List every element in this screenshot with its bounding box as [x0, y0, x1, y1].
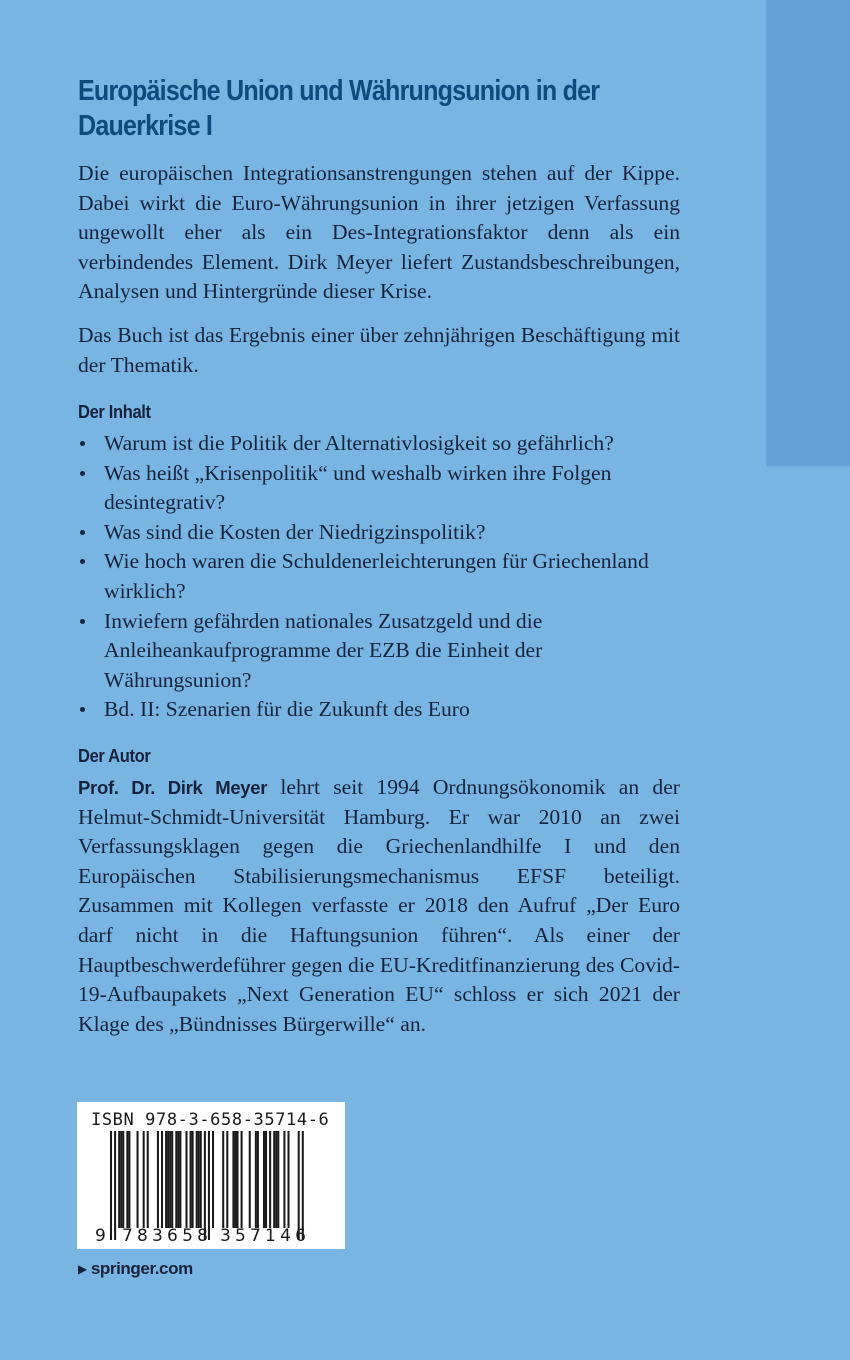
contents-item [78, 429, 688, 459]
spine-color-band [766, 0, 850, 467]
bullet-icon [80, 559, 85, 564]
barcode-bars-icon [77, 1102, 345, 1249]
isbn-barcode [77, 1102, 345, 1249]
contents-item-text: Was sind die Kosten der Niedrigzinspolitik? [104, 519, 486, 544]
author-bio [78, 773, 680, 1039]
ean-right-group: 357146 [220, 1226, 311, 1246]
bullet-icon [80, 619, 85, 624]
ean-left-group: 783658 [122, 1226, 213, 1246]
contents-item-text: Bd. II: Szenarien für die Zukunft des Euro [104, 697, 470, 722]
bullet-icon [80, 530, 85, 535]
author-heading: Der Autor [78, 746, 151, 766]
bullet-icon [80, 471, 85, 476]
book-title-line-1: Europäische Union und Währungsunion in der [78, 75, 600, 107]
book-title [78, 74, 641, 144]
author-name: Prof. Dr. Dirk Meyer [78, 777, 268, 798]
bullet-icon [80, 707, 85, 712]
bullet-icon [80, 441, 85, 446]
contents-item [78, 459, 688, 518]
contents-item [78, 518, 688, 548]
contents-heading: Der Inhalt [78, 402, 151, 422]
contents-list [78, 429, 688, 725]
contents-item [78, 695, 688, 725]
contents-item-text: Warum ist die Politik der Alternativlosigkeit so gefährlich? [104, 431, 614, 455]
springer-link-text: springer.com [90, 1259, 193, 1278]
contents-item-text: Inwiefern gefährden nationales Zusatzgeld und die Anleiheankaufprogramme der EZB die Einheit der Währungsunion? [104, 608, 543, 692]
blurb-paragraph-1: Die europäischen Integrationsanstrengungen stehen auf der Kippe. Dabei wirkt die Euro-Währungsunion in ihrer jetzigen Verfassung ungewollt eher als ein Des-Integrationsfaktor denn als ein verbindendes Element. Dirk Meyer liefert Zustandsbeschreibungen, Analysen und Hintergründe dieser Krise. [78, 161, 680, 304]
play-triangle-icon: ▶ [78, 1262, 87, 1276]
contents-item-text: Was heißt „Krisenpolitik“ und weshalb wirken ihre Folgen desintegrativ? [104, 460, 612, 515]
contents-item [78, 547, 688, 606]
contents-item-text: Wie hoch waren die Schuldenerleichterungen für Griechenland wirklich? [104, 549, 649, 603]
blurb-paragraph-2: Das Buch ist das Ergebnis einer über zehnjährigen Beschäftigung mit der Thematik. [78, 323, 680, 377]
author-bio-text: lehrt seit 1994 Ordnungsökonomik an der Helmut-Schmidt-Universität Hamburg. Er war 2010 an zwei Verfassungsklagen gegen die Griechenlandhilfe I und den Europäischen Stabilisierungsmechanismus EFSF beteiligt. Zusammen mit Kollegen verfasste er 2018 den Aufruf „Der Euro darf nicht in die Haftungsunion führen“. Als einer der Hauptbeschwerdeführer gegen die EU-Kreditfinanzierung des Covid-19-Aufbaupakets „Next Generation EU“ schloss er sich 2021 der Klage des „Bündnisses Bürgerwille“ an. [78, 775, 680, 1036]
isbn-label: ISBN 978-3-658-35714-6 [91, 1110, 330, 1130]
contents-item [78, 607, 688, 696]
springer-link[interactable] [78, 1259, 193, 1279]
book-title-line-2: Dauerkrise I [78, 110, 213, 142]
ean-first-digit: 9 [95, 1226, 106, 1246]
